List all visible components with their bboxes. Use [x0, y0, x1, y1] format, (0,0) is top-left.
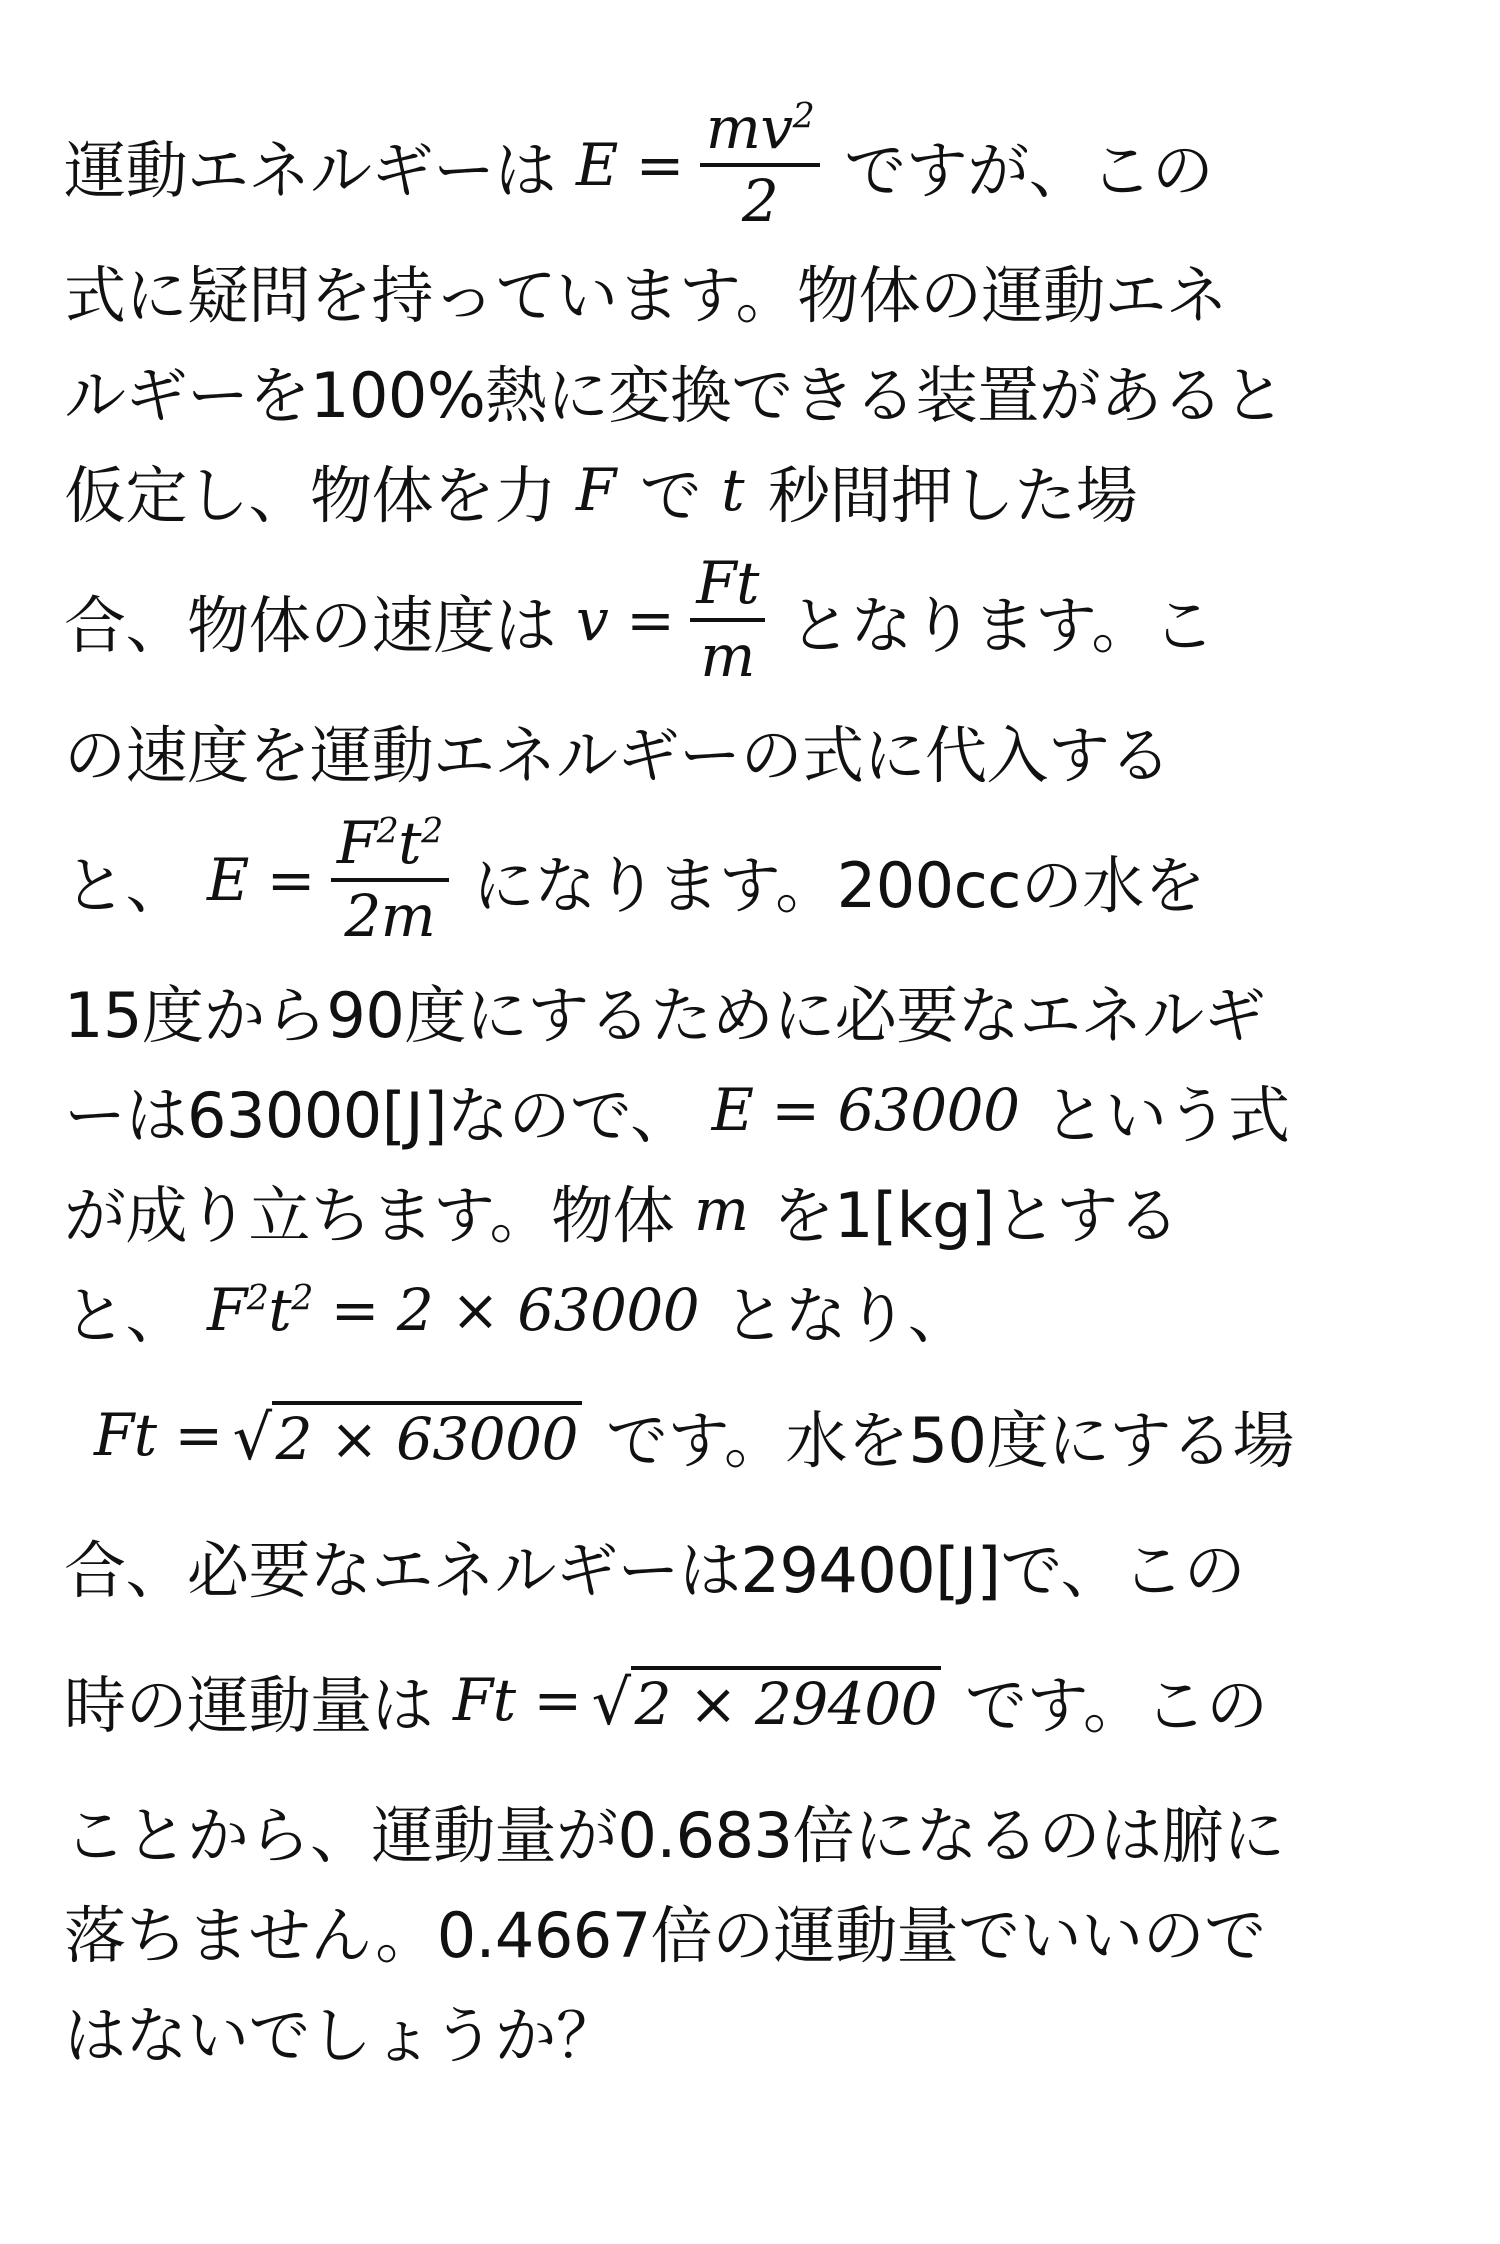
text-segment: 落ちません。0.4667倍の運動量でいいので [64, 1898, 1266, 1972]
text-line [64, 700, 1444, 800]
text-segment: 15度から90度にするために必要なエネルギ [64, 978, 1266, 1052]
text-segment: という式 [1043, 1078, 1290, 1152]
text-segment: で [639, 458, 702, 532]
text-segment: 運動エネルギーは [64, 133, 557, 207]
text-line [64, 440, 1444, 540]
text-segment: ことから、運動量が0.683倍になるのは腑に [64, 1798, 1285, 1872]
text-segment: を1[kg]とする [772, 1178, 1180, 1252]
text-segment: 合、物体の速度は [64, 588, 557, 662]
text-segment: の速度を運動エネルギーの式に代入する [64, 718, 1172, 792]
text-line [64, 1510, 1444, 1620]
text-line [64, 960, 1444, 1060]
text-line [64, 1880, 1444, 1980]
formula-ft-squared: $F^2t^2 = 2 \times 63000$ [207, 1276, 700, 1344]
text-segment: となり、 [723, 1278, 970, 1352]
text-segment: ーは63000[J]なので、 [64, 1078, 692, 1152]
text-line [64, 1260, 1444, 1360]
formula-energy-value: E = 63000 [711, 1076, 1020, 1144]
text-line [64, 340, 1444, 440]
text-segment: となります。こ [788, 588, 1215, 662]
text-line [64, 240, 1444, 340]
text-line [64, 1620, 1444, 1780]
text-segment: と、 [64, 1278, 188, 1352]
text-line [64, 800, 1444, 960]
text-line [64, 90, 1444, 240]
text-segment: 時の運動量は [64, 1668, 434, 1742]
formula-momentum-50: Ft = √ 2 × 29400 [453, 1666, 941, 1735]
text-line [64, 540, 1444, 700]
text-segment: 秒間押した場 [768, 458, 1138, 532]
formula-momentum-90: Ft = √ 2 × 63000 [94, 1401, 582, 1470]
formula-time: t [721, 456, 745, 524]
question-text [64, 90, 1444, 2080]
text-segment: はないでしょうか？ [64, 1998, 618, 2072]
text-segment: ルギーを100%熱に変換できる装置があると [64, 358, 1285, 432]
text-segment: と、 [64, 848, 188, 922]
text-segment: です。水を50度にする場 [606, 1403, 1294, 1477]
formula-mass: m [694, 1176, 749, 1244]
text-line [64, 1980, 1444, 2080]
text-segment: になります。200ccの水を [472, 848, 1206, 922]
formula-force: F [576, 456, 616, 524]
text-segment: 仮定し、物体を力 [64, 458, 557, 532]
text-segment: です。この [965, 1668, 1268, 1742]
text-line [64, 1360, 1444, 1510]
text-segment: 合、必要なエネルギーは29400[J]で、この [64, 1533, 1246, 1607]
formula-kinetic-energy: E = $\frac{mv^2}{2}$ [576, 98, 820, 232]
formula-velocity: v = $\frac{Ft}{m}$ [576, 553, 765, 687]
text-segment: が成り立ちます。物体 [64, 1178, 675, 1252]
text-segment: 式に疑問を持っています。物体の運動エネ [64, 258, 1228, 332]
text-line [64, 1780, 1444, 1880]
formula-energy-substituted: E = $\frac{F^2t^2}{2m}$ [207, 813, 449, 947]
text-segment: ですが、この [844, 133, 1214, 207]
text-line [64, 1060, 1444, 1160]
text-line [64, 1160, 1444, 1260]
